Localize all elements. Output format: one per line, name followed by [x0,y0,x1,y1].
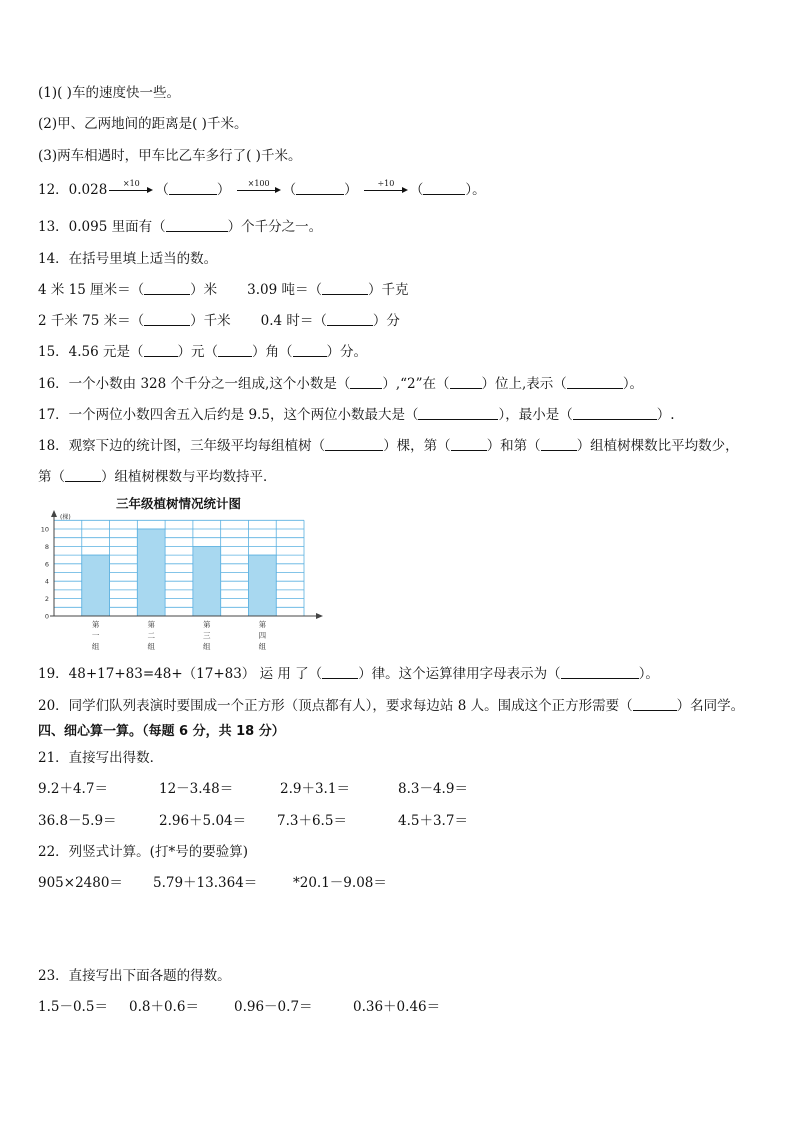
category-label: 第 [91,620,100,629]
answer-blank[interactable] [296,182,344,195]
answer-blank[interactable] [325,438,383,451]
answer-blank[interactable] [423,182,465,195]
q23-title: 23．直接写出下面各题的得数。 [38,968,231,984]
q18-line2: 第（ ）组植树棵数与平均数持平． [38,469,277,485]
q11-part2: (2)甲、乙两地间的距离是( )千米。 [38,116,248,132]
answer-blank[interactable] [327,313,373,326]
answer-blank[interactable] [65,469,101,482]
q14-row1: 4 米 15 厘米＝（ ）米 3.09 吨＝（ ）千克 [38,282,409,298]
q23-row: 1.5－0.5＝ 0.8＋0.6＝ 0.96－0.7＝ 0.36＋0.46＝ [38,999,441,1015]
section-heading: 四、细心算一算。（每题 6 分，共 18 分） [38,724,285,739]
answer-blank[interactable] [418,407,498,420]
q12-start: 12．0.028 [38,182,108,198]
category-label: 组 [258,642,267,651]
bar [193,546,221,616]
bar [248,555,276,616]
bar [137,529,165,616]
answer-blank[interactable] [561,666,639,679]
answer-blank[interactable] [293,344,327,357]
answer-blank[interactable] [567,376,623,389]
answer-blank[interactable] [451,438,487,451]
category-label: 三 [203,631,211,640]
q15: 15．4.56 元是（ ）元（ ）角（ ）分。 [38,344,368,360]
q21-title: 21．直接写出得数． [38,750,164,766]
bar-chart [34,508,334,656]
q12: 12．0.028 ×10 （ ） ×100 （ ） ÷10 （ ）。 [38,179,486,198]
q14-title: 14．在括号里填上适当的数。 [38,251,218,267]
y-tick-label: 6 [44,560,49,569]
arrow-icon: ×100 [237,182,281,196]
answer-blank[interactable] [218,344,252,357]
bar [82,555,110,616]
category-label: 组 [91,642,100,651]
category-label: 四 [258,631,267,640]
answer-blank[interactable] [573,407,657,420]
category-label: 组 [147,642,155,651]
q18-line1: 18．观察下边的统计图，三年级平均每组植树（ ）棵，第（ ）和第（ ）组植树棵数比平均数少， [38,438,739,454]
q19: 19．48+17+83=48+（17+83） 运 用 了（ ）律。这个运算律用字母表示为（ ）。 [38,666,659,682]
answer-blank[interactable] [166,219,228,232]
answer-blank[interactable] [350,376,382,389]
chart-title: 三年级植树情况统计图 [116,496,242,511]
q22-title: 22．列竖式计算。(打*号的要验算) [38,844,248,860]
answer-blank[interactable] [144,282,190,295]
arrow-icon: ×10 [109,182,153,196]
q22-row: 905×2480＝ 5.79＋13.364＝ *20.1－9.08＝ [38,875,387,891]
answer-blank[interactable] [322,666,358,679]
x-axis-arrow [316,613,323,619]
y-tick-label: 0 [44,612,49,621]
answer-blank[interactable] [144,344,178,357]
q14-row2: 2 千米 75 米＝（ ）千米 0.4 时＝（ ）分 [38,313,400,329]
q16: 16．一个小数由 328 个千分之一组成,这个小数是（ ）,“2”在（ ）位上,表示（ ）。 [38,376,644,392]
q21-row1: 9.2＋4.7＝ 12－3.48＝ 2.9＋3.1＝ 8.3－4.9＝ [38,781,468,797]
y-tick-label: 4 [44,577,49,586]
category-label: 二 [147,631,155,640]
q20: 20．同学们队列表演时要围成一个正方形（顶点都有人），要求每边站 8 人。围成这个正方形需要（ ）名同学。 [38,698,745,714]
y-tick-label: 2 [44,595,49,604]
answer-blank[interactable] [450,376,482,389]
y-unit-label: (棵) [60,514,71,521]
answer-blank[interactable] [541,438,577,451]
q21-row2: 36.8－5.9＝ 2.96＋5.04＝ 7.3＋6.5＝ 4.5＋3.7＝ [38,813,468,829]
answer-blank[interactable] [633,698,677,711]
y-tick-label: 10 [40,525,49,534]
y-tick-label: 8 [44,542,49,551]
answer-blank[interactable] [144,313,190,326]
q17: 17．一个两位小数四舍五入后约是 9.5，这个两位小数最大是（ ），最小是（ ）. [38,407,675,423]
category-label: 一 [91,631,100,640]
y-axis-arrow [51,510,57,517]
q11-part3: (3)两车相遇时，甲车比乙车多行了( )千米。 [38,148,302,164]
answer-blank[interactable] [169,182,217,195]
category-label: 第 [147,620,155,629]
category-label: 第 [203,620,211,629]
category-label: 组 [203,642,211,651]
category-label: 第 [258,620,267,629]
q13: 13．0.095 里面有（ ）个千分之一。 [38,219,323,235]
arrow-icon: ÷10 [364,182,408,196]
answer-blank[interactable] [322,282,368,295]
q11-part1: (1)( )车的速度快一些。 [38,85,180,101]
